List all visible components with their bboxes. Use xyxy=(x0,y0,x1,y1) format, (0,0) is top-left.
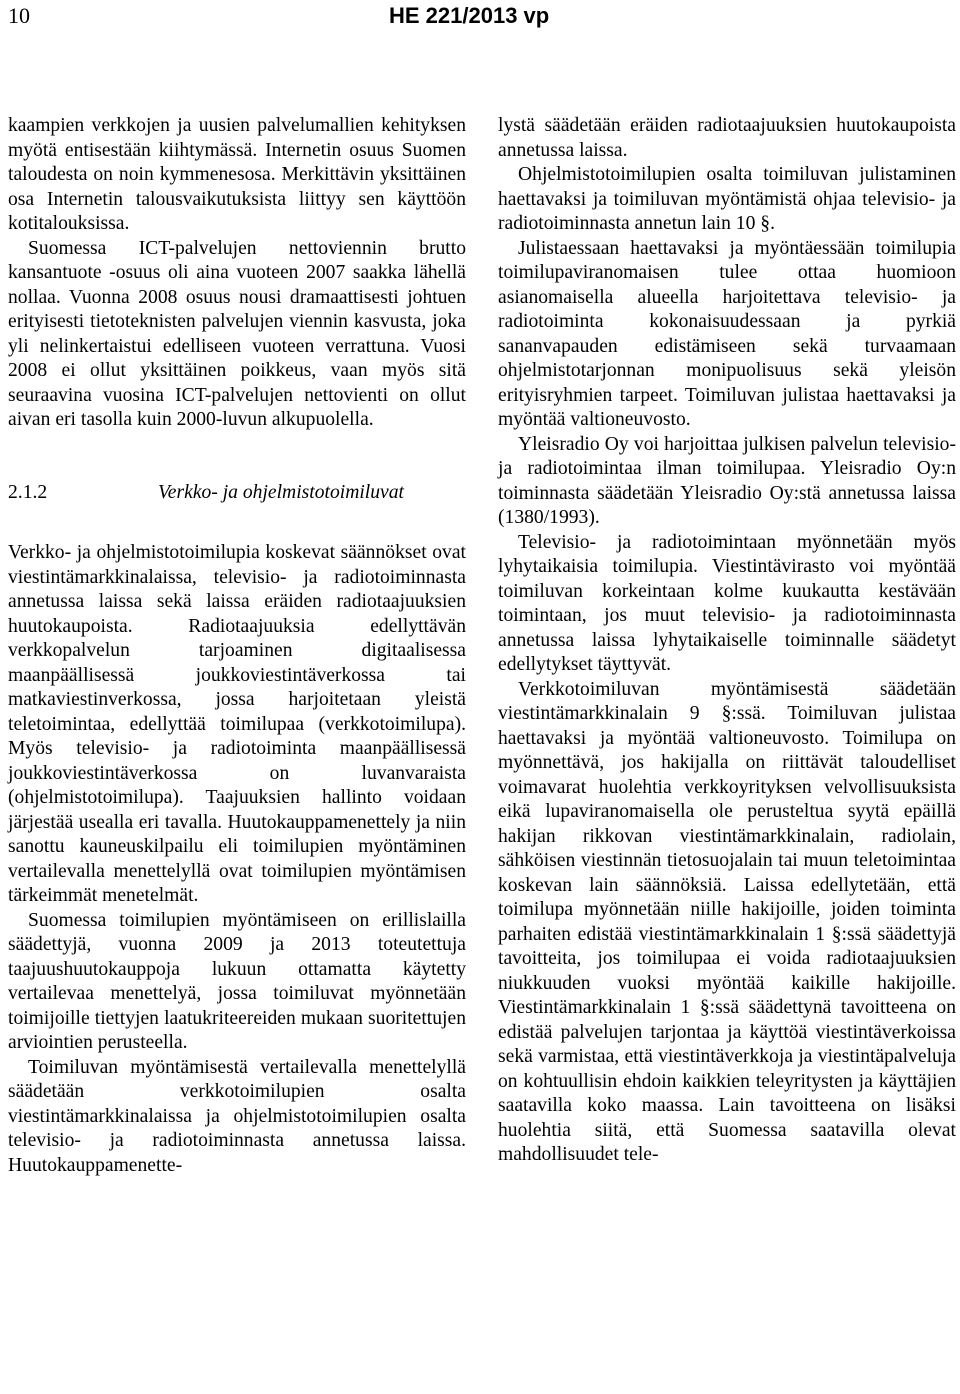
paragraph: Suomessa toimilupien myöntämiseen on erillislailla säädettyjä, vuonna 2009 ja 2013 toteutettuja taajuushuutokauppoja lukuun ottamatta käytetty vertailevaa menettelyä, jossa toimiluvat myönnetään toimijoille tiettyjen laatukriteereiden mukaan suoritettujen arviointien perusteella. xyxy=(8,909,466,1053)
paragraph: Verkko- ja ohjelmistotoimilupia koskevat säännökset ovat viestintämarkkinalaissa, televisio- ja radiotoiminnasta annetussa laissa sekä laissa eräiden radiotaajuuksien huutokaupoista. Radiotaajuuksia edellyttävän verkkopalvelun tarjoaminen digitaalisessa maanpäällisessä joukkoviestintäverkossa tai matkaviestinverkossa, jossa harjoitetaan yleistä teletoimintaa, edellyttää toimilupaa (verkkotoimilupa). Myös televisio- ja radiotoiminta maanpäällisessä joukkoviestintäverkossa on luvanvaraista (ohjelmistotoimilupa). Taajuuksien hallinto voidaan järjestää usealla eri tavalla. Huutokauppamenettely ja niin sanottu kauneuskilpailu eli toimilupien myöntäminen vertailevalla menettelyllä ovat toimilupien myöntämisen tärkeimmät menetelmät. xyxy=(8,542,466,906)
paragraph-continued: lystä säädetään eräiden radiotaajuuksien huutokaupoista annetussa laissa. xyxy=(498,115,956,161)
paragraph: Televisio- ja radiotoimintaan myönnetään myös lyhytaikaisia toimilupia. Viestintävirasto voi myöntää toimiluvan korkeintaan kolme kuukautta kestävään toimintaan, jos muut televisio- ja radiotoiminnasta annetussa laissa lyhytaikaiselle toiminnalle säädetyt edellytykset täyttyvät. xyxy=(498,531,956,675)
paragraph-continued: kaampien verkkojen ja uusien palvelumallien kehityksen myötä entisestään kiihtymässä. Internetin osuus Suomen taloudesta on noin kymmenesosa. Merkittävin yksittäinen osa Internetin talousvaikutuksista liittyy sen käyttöön kotitalouksissa. xyxy=(8,115,466,234)
right-column xyxy=(498,114,956,1168)
paragraph: Verkkotoimiluvan myöntämisestä säädetään viestintämarkkinalain 9 §:ssä. Toimiluvan julistaa haettavaksi ja myöntää valtioneuvosto. Toimilupa on myönnettävä, jos hakijalla on riittävät taloudelliset voimavarat huolehtia verkkoyrityksen velvollisuuksista eikä lupaviranomaisella ole perusteltua syytä epäillä hakijan rikkovan viestintämarkkinalain, radiolain, sähköisen viestinnän tietosuojalain tai muun teletoimintaa koskevan lain säännöksiä. Laissa edellytetään, että toimilupa myönnetään niille hakijoille, joiden toiminta parhaiten edistää viestintämarkkinalain 1 §:ssä säädettyjä tavoitteita, jos toimilupaa ei voida radiotaajuuksien niukkuuden vuoksi myöntää kaikille hakijoille. Viestintämarkkinalain 1 §:ssä säädettynä tavoitteena on edistää palvelujen tarjontaa ja käyttöä viestintäverkoissa sekä varmistaa, että viestintäverkkoja ja viestintäpalveluja on kohtuullisin ehdoin kaikkien teleyritysten ja käyttäjien saatavilla koko maassa. Lain tavoitteena on lisäksi huolehtia siitä, että Suomessa saatavilla olevat mahdollisuudet tele- xyxy=(498,678,956,1165)
section-heading xyxy=(8,481,466,506)
paragraph: Toimiluvan myöntämisestä vertailevalla menettelyllä säädetään verkkotoimilupien osalta viestintämarkkinalaissa ja ohjelmistotoimilupien osalta televisio- ja radiotoiminnasta annetussa laissa. Huutokauppamenette- xyxy=(8,1056,466,1176)
section-title: Verkko- ja ohjelmistotoimiluvat xyxy=(158,481,404,503)
paragraph: Yleisradio Oy voi harjoittaa julkisen palvelun televisio- ja radiotoimintaa ilman toimilupaa. Yleisradio Oy:n toiminnasta säädetään Yleisradio Oy:stä annetussa laissa (1380/1993). xyxy=(498,433,956,528)
left-column xyxy=(8,114,466,1178)
document-id: HE 221/2013 vp xyxy=(389,3,550,28)
paragraph: Julistaessaan haettavaksi ja myöntäessään toimilupia toimilupaviranomaisen tulee ottaa huomioon asianomaisella alueella harjoitettava televisio- ja radiotoiminta kokonaisuudessaan ja pyrkiä sananvapauden edistämiseen sekä turvaamaan ohjelmistotarjonnan monipuolisuus sekä yleisön erityisryhmien tarpeet. Toimiluvan julistaa haettavaksi ja myöntää valtioneuvosto. xyxy=(498,237,956,430)
page-header xyxy=(0,0,960,40)
paragraph: Ohjelmistotoimilupien osalta toimiluvan julistaminen haettavaksi ja toimiluvan myöntämistä ohjaa televisio- ja radiotoiminnasta annetun lain 10 §. xyxy=(498,164,956,234)
page-number: 10 xyxy=(8,3,30,28)
paragraph: Suomessa ICT-palvelujen nettoviennin brutto kansantuote -osuus oli aina vuoteen 2007 saakka lähellä nollaa. Vuonna 2008 osuus nousi dramaattisesti johtuen erityisesti tietoteknisten palvelujen viennin kasvusta, joka yli nelinkertaistui edelliseen vuoteen verrattuna. Vuosi 2008 ei ollut yksittäinen poikkeus, vaan myös sitä seuraavina vuosina ICT-palvelujen nettovienti on ollut aivan eri tasolla kuin 2000-luvun alkupuolella. xyxy=(8,237,466,430)
section-number: 2.1.2 xyxy=(8,481,48,503)
